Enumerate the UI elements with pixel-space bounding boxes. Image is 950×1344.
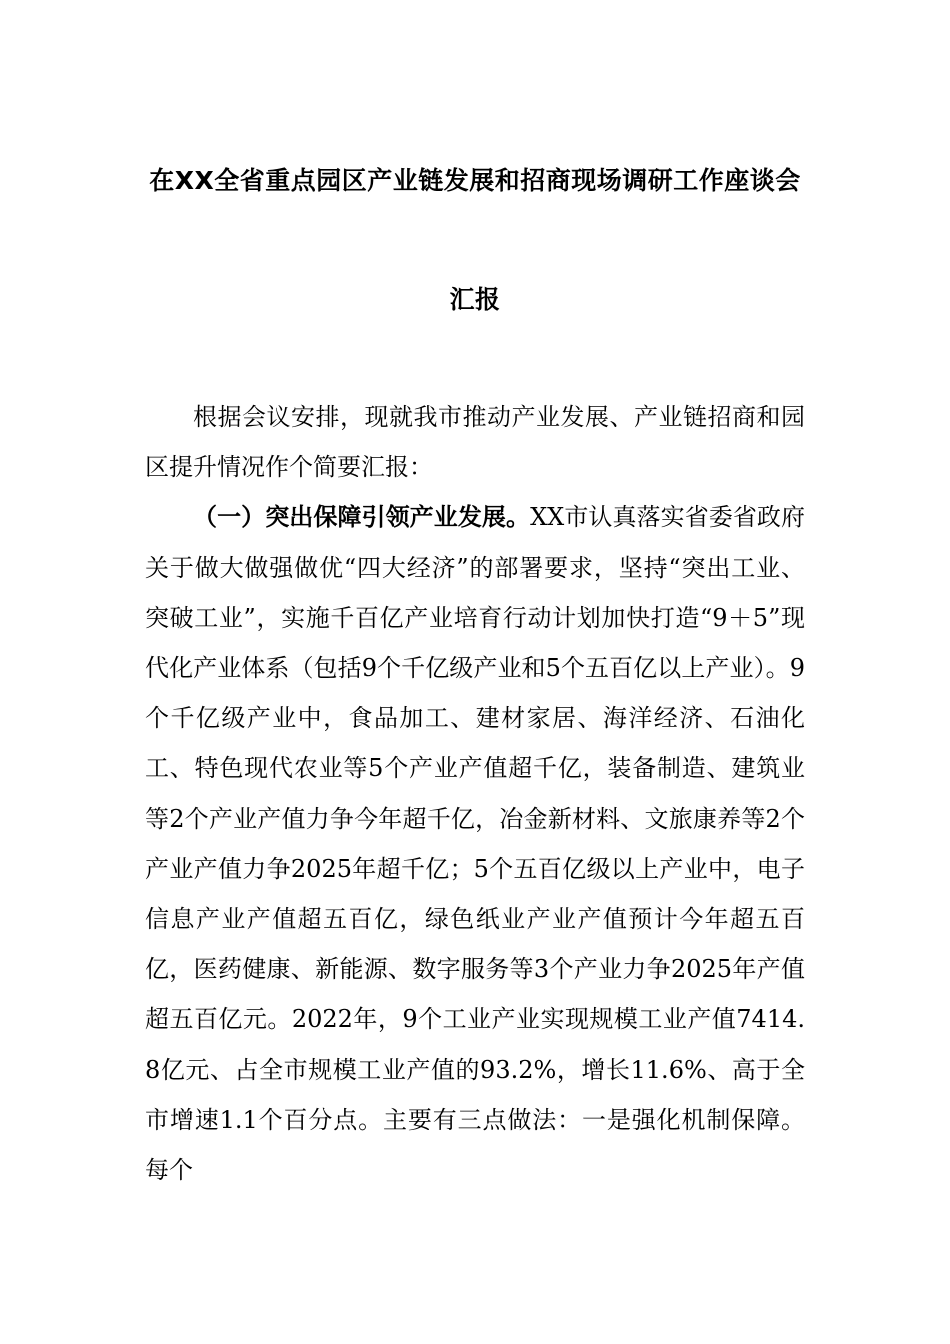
intro-paragraph: 根据会议安排，现就我市推动产业发展、产业链招商和园区提升情况作个简要汇报： <box>145 403 805 482</box>
section-1-heading: （一）突出保障引领产业发展。 <box>193 503 531 532</box>
section-1-paragraph <box>145 492 805 1195</box>
document-title-line1: 在XX全省重点园区产业链发展和招商现场调研工作座谈会 <box>149 166 801 195</box>
document-title-line2: 汇报 <box>449 285 501 314</box>
document-body <box>145 392 805 1195</box>
section-1-body: XX市认真落实省委省政府关于做大做强做优“四大经济”的部署要求，坚持“突出工业、突破工业”，实施千百亿产业培育行动计划加快打造“9＋5”现代化产业体系（包括9个千亿级产业和5个五百亿以上产业）。9个千亿级产业中，食品加工、建材家居、海洋经济、石油化工、特色现代农业等5个产业产值超千亿，装备制造、建筑业等2个产业产值力争今年超千亿，冶金新材料、文旅康养等2个产业产值力争2025年超千亿；5个五百亿级以上产业中，电子信息产业产值超五百亿，绿色纸业产业产值预计今年超五百亿，医药健康、新能源、数字服务等3个产业力争2025年产值超五百亿元。2022年，9个工业产业实现规模工业产值7414.8亿元、占全市规模工业产值的93.2%，增长11.6%、高于全市增速1.1个百分点。主要有三点做法：一是强化机制保障。每个 <box>145 503 806 1185</box>
